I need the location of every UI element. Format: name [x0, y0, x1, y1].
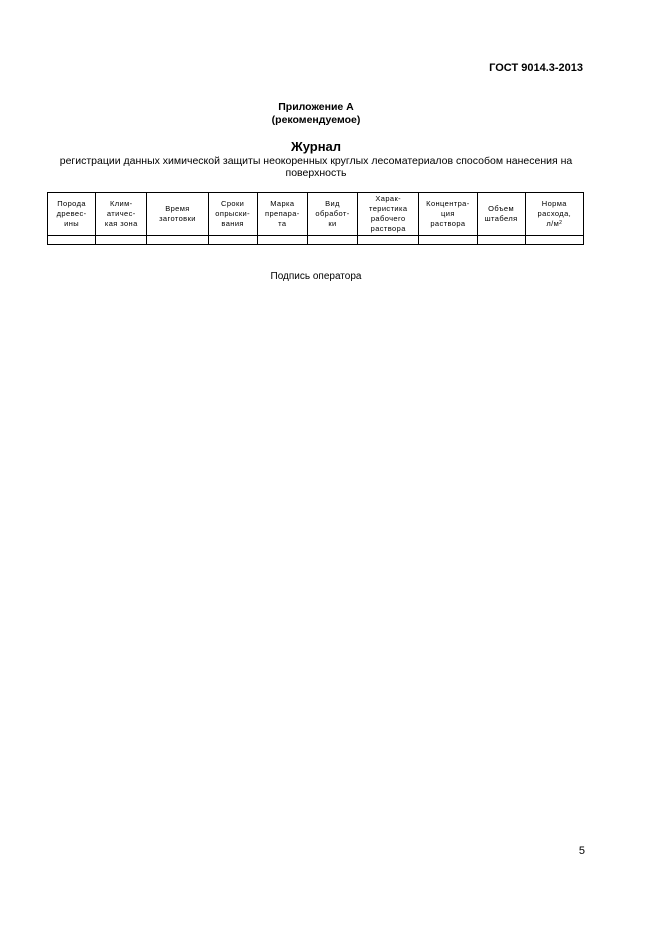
table-header-cell — [419, 193, 477, 236]
page-number: 5 — [578, 845, 585, 857]
table-header-label: Норма расхода, $л/м^2$ — [537, 199, 572, 228]
table-cell[interactable] — [147, 236, 208, 245]
table-cell[interactable] — [358, 236, 419, 245]
unit-superscript: 2 — [559, 220, 563, 226]
table-header-label: Клим- атичес- кая зона — [104, 199, 138, 228]
table-header-cell — [96, 193, 147, 236]
table-header-label: Время заготовки — [159, 204, 196, 223]
journal-subtitle: регистрации данных химической защиты неокоренных круглых лесоматериалов способом нанесения на поверхность — [59, 155, 573, 179]
appendix-type: (рекомендуемое) — [271, 114, 361, 126]
table-header-label: Марка препара- та — [264, 199, 300, 228]
table-header-cell — [525, 193, 583, 236]
table-header-label: Концентра- ция раствора — [426, 199, 470, 228]
table-header-row — [48, 193, 584, 236]
table-cell[interactable] — [48, 236, 96, 245]
table-header-cell — [477, 193, 525, 236]
document-code: ГОСТ 9014.3-2013 — [489, 62, 583, 74]
table-cell[interactable] — [477, 236, 525, 245]
table-cell[interactable] — [96, 236, 147, 245]
table-cell[interactable] — [257, 236, 307, 245]
table-header-label: Харак- теристика рабочего раствора — [368, 194, 408, 233]
table-header-cell — [307, 193, 357, 236]
table-header-label: Сроки опрыски- вания — [215, 199, 251, 228]
table-header-label: Объем штабеля — [484, 204, 518, 223]
operator-signature-label: Подпись оператора — [270, 271, 362, 282]
appendix-title: Приложение А — [278, 101, 354, 113]
table-header-label: Вид обработ- ки — [315, 199, 350, 228]
table-header-cell — [48, 193, 96, 236]
table-body — [48, 236, 584, 245]
table-cell[interactable] — [419, 236, 477, 245]
appendix-heading — [0, 101, 632, 127]
table-header-cell — [257, 193, 307, 236]
table-header-cell — [358, 193, 419, 236]
table-header-cell — [147, 193, 208, 236]
table-cell[interactable] — [525, 236, 583, 245]
journal-table — [47, 192, 584, 245]
table-row — [48, 236, 584, 245]
table-header-cell — [208, 193, 257, 236]
table-header-label: Порода древес- ины — [56, 199, 87, 228]
table-cell[interactable] — [307, 236, 357, 245]
table-cell[interactable] — [208, 236, 257, 245]
journal-title: Журнал — [290, 139, 342, 154]
